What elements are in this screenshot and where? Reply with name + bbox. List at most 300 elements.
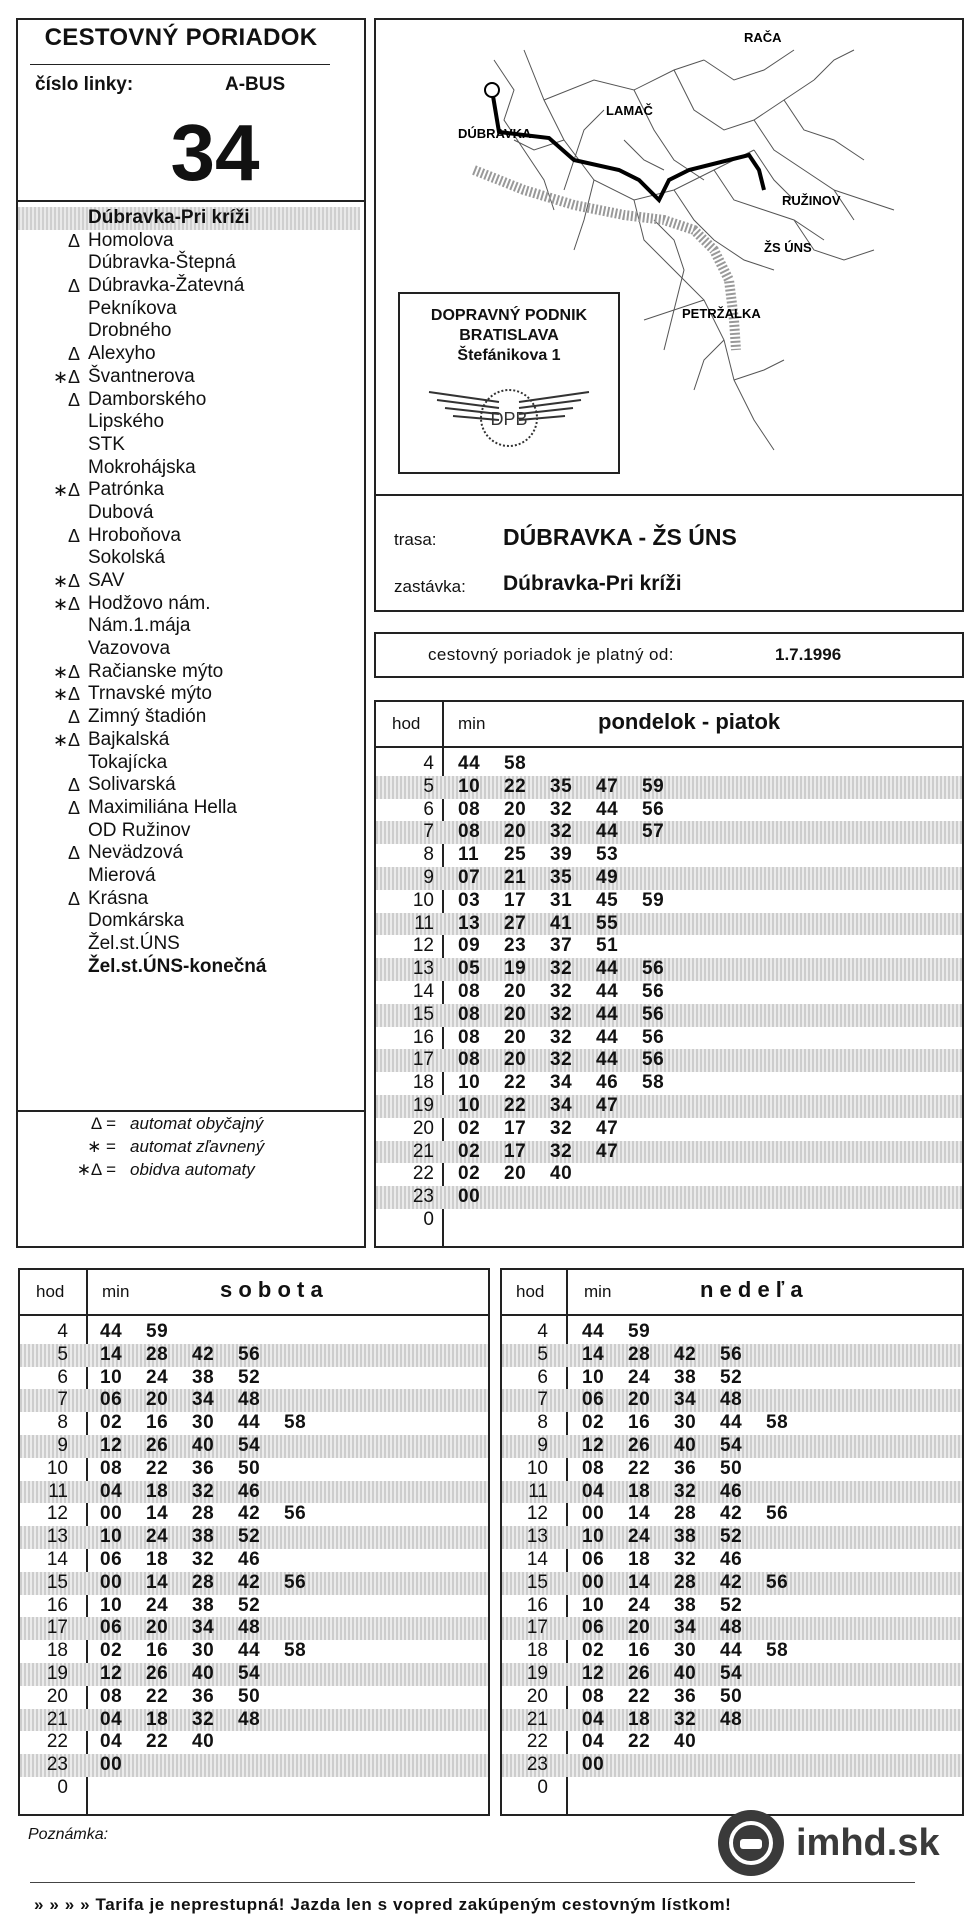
departure-minute: 10 (100, 1594, 123, 1616)
minutes-cell (100, 1709, 284, 1732)
departure-minute: 07 (458, 867, 481, 888)
sunday-title: n e d e ľ a (700, 1277, 803, 1302)
minutes-cell (582, 1663, 766, 1686)
departure-minute: 16 (146, 1412, 169, 1434)
legend-item (18, 1137, 358, 1160)
departure-minute: 57 (642, 821, 665, 843)
timetable-row (376, 935, 962, 958)
departure-minute: 32 (550, 798, 573, 820)
minutes-cell (458, 844, 642, 867)
departure-minute: 42 (238, 1571, 261, 1593)
departure-minute: 34 (550, 1072, 573, 1094)
timetable-row (502, 1595, 962, 1618)
stop-item (18, 842, 360, 865)
stop-name: Domkárska (88, 910, 185, 932)
departure-minute: 40 (674, 1663, 697, 1684)
legend-key: ∗Δ = (76, 1160, 116, 1179)
departure-minute: 30 (674, 1412, 697, 1434)
departure-minute: 38 (192, 1526, 215, 1548)
stop-symbol: Δ (67, 843, 80, 864)
minutes-cell (582, 1389, 766, 1412)
stop-item (18, 411, 360, 434)
departure-minute: 38 (192, 1366, 215, 1388)
departure-minute: 47 (596, 1095, 619, 1116)
departure-minute: 40 (192, 1663, 215, 1684)
departure-minute: 32 (192, 1549, 215, 1570)
departure-minute: 36 (674, 1685, 697, 1707)
hour-cell: 14 (412, 981, 434, 1002)
departure-minute: 56 (766, 1571, 789, 1593)
timetable-row (20, 1321, 488, 1344)
sunday-hod-header: hod (516, 1282, 545, 1301)
minutes-cell (458, 1118, 642, 1141)
departure-minute: 42 (674, 1343, 697, 1365)
minutes-cell (458, 776, 688, 799)
stop-item (18, 956, 360, 979)
timetable-row (20, 1481, 488, 1504)
departure-minute: 44 (596, 1049, 619, 1071)
hour-cell: 22 (526, 1731, 548, 1753)
stop-symbol: Δ (67, 344, 80, 365)
departure-minute: 06 (100, 1617, 123, 1639)
timetable-row (20, 1549, 488, 1572)
operator-address: Štefánikova 1 (457, 347, 561, 364)
minutes-cell (458, 799, 688, 822)
departure-minute: 56 (642, 958, 665, 980)
departure-minute: 00 (582, 1571, 605, 1593)
saturday-min-header: min (102, 1282, 130, 1301)
departure-minute: 40 (674, 1435, 697, 1456)
departure-minute: 34 (192, 1389, 215, 1411)
departure-minute: 49 (596, 867, 619, 888)
departure-minute: 40 (192, 1435, 215, 1456)
minutes-cell (458, 1072, 688, 1095)
departure-minute: 41 (550, 912, 573, 934)
departure-minute: 50 (720, 1685, 743, 1707)
stop-symbol: Δ (67, 775, 80, 796)
timetable-row (502, 1663, 962, 1686)
map-label-raca: RAČA (744, 30, 782, 45)
departure-minute: 08 (458, 1003, 481, 1025)
departure-minute: 47 (596, 775, 619, 797)
stop-list (18, 207, 360, 978)
departure-minute: 22 (504, 775, 527, 797)
departure-minute: 04 (100, 1731, 123, 1753)
departure-minute: 52 (238, 1366, 261, 1388)
timetable-row (376, 913, 962, 936)
timetable-row (20, 1412, 488, 1435)
departure-minute: 32 (192, 1480, 215, 1502)
departure-minute: 08 (458, 821, 481, 843)
departure-minute: 02 (458, 1163, 481, 1185)
departure-minute: 20 (504, 798, 527, 820)
weekday-hod-header: hod (392, 714, 421, 733)
stop-symbol: Δ (67, 276, 80, 297)
hour-cell: 18 (46, 1640, 68, 1662)
departure-minute: 10 (582, 1594, 605, 1616)
departure-minute: 24 (628, 1526, 651, 1548)
legend-text: obidva automaty (130, 1160, 255, 1179)
departure-minute: 35 (550, 867, 573, 888)
sunday-min-header: min (584, 1282, 612, 1301)
departure-minute: 18 (146, 1708, 169, 1730)
hour-cell: 10 (526, 1457, 548, 1479)
departure-minute: 22 (146, 1685, 169, 1707)
hour-cell: 8 (537, 1412, 548, 1434)
departure-minute: 59 (642, 889, 665, 911)
stop-item (18, 820, 360, 843)
timetable-row (20, 1595, 488, 1618)
departure-minute: 58 (766, 1412, 789, 1434)
timetable-row (376, 1209, 962, 1232)
minutes-cell (582, 1754, 628, 1777)
departure-minute: 56 (238, 1343, 261, 1365)
departure-minute: 08 (458, 1049, 481, 1071)
stop-name: Mokrohájska (88, 456, 196, 478)
minutes-cell (100, 1367, 284, 1390)
departure-minute: 48 (720, 1389, 743, 1411)
stop-name: Žel.st.ÚNS-konečná (88, 955, 267, 977)
hour-cell: 19 (412, 1095, 434, 1116)
departure-minute: 20 (504, 1026, 527, 1048)
stop-name: Krásna (88, 887, 149, 909)
stop-item (18, 933, 360, 956)
timetable-row (20, 1663, 488, 1686)
departure-minute: 42 (720, 1571, 743, 1593)
hour-cell: 12 (526, 1503, 548, 1525)
map-label-zs-uns: ŽS ÚNS (764, 240, 812, 255)
stop-name: SAV (88, 570, 125, 591)
timetable-row (502, 1572, 962, 1595)
departure-minute: 19 (504, 958, 527, 980)
departure-minute: 10 (582, 1366, 605, 1388)
timetable-row (502, 1731, 962, 1754)
stop-item (18, 275, 360, 298)
departure-minute: 28 (674, 1503, 697, 1525)
departure-minute: 38 (674, 1366, 697, 1388)
departure-minute: 10 (100, 1366, 123, 1388)
hour-cell: 12 (412, 935, 434, 957)
departure-minute: 44 (596, 958, 619, 980)
departure-minute: 52 (238, 1526, 261, 1548)
departure-minute: 10 (582, 1526, 605, 1548)
departure-minute: 26 (628, 1435, 651, 1456)
minutes-cell (582, 1458, 766, 1481)
hour-cell: 12 (46, 1503, 68, 1525)
departure-minute: 56 (284, 1503, 307, 1525)
departure-minute: 22 (504, 1072, 527, 1094)
departure-minute: 02 (582, 1412, 605, 1434)
minutes-cell (458, 1004, 688, 1027)
departure-minute: 12 (100, 1435, 123, 1456)
footer-divider (30, 1882, 915, 1883)
departure-minute: 28 (628, 1343, 651, 1365)
timetable-row (502, 1458, 962, 1481)
departure-minute: 24 (146, 1526, 169, 1548)
departure-minute: 04 (100, 1480, 123, 1502)
hour-cell: 11 (48, 1480, 68, 1502)
line-label: číslo linky: (35, 74, 134, 95)
departure-minute: 12 (582, 1663, 605, 1684)
stop-item (18, 593, 360, 616)
timetable-row (502, 1344, 962, 1367)
departure-minute: 18 (628, 1549, 651, 1570)
stop-name: STK (88, 433, 125, 455)
title-divider (30, 64, 330, 65)
timetable-row (20, 1389, 488, 1412)
timetable-row (376, 821, 962, 844)
departure-minute: 32 (550, 958, 573, 980)
departure-minute: 08 (100, 1457, 123, 1479)
hour-cell: 9 (537, 1435, 548, 1456)
departure-minute: 56 (642, 1026, 665, 1048)
departure-minute: 52 (720, 1366, 743, 1388)
hour-cell: 7 (537, 1389, 548, 1411)
timetable-row (502, 1526, 962, 1549)
hour-cell: 16 (46, 1594, 68, 1616)
map-label-lamac: LAMAČ (606, 103, 653, 118)
departure-minute: 14 (628, 1503, 651, 1525)
departure-minute: 20 (628, 1617, 651, 1639)
timetable-row (20, 1709, 488, 1732)
hour-cell: 8 (423, 844, 434, 866)
minutes-cell (458, 1095, 642, 1118)
departure-minute: 06 (582, 1549, 605, 1570)
minutes-cell (582, 1367, 766, 1390)
departure-minute: 58 (504, 753, 527, 774)
map-label-ruzinov: RUŽINOV (782, 193, 841, 208)
departure-minute: 44 (720, 1412, 743, 1434)
hour-cell: 13 (412, 958, 434, 980)
departure-minute: 26 (146, 1663, 169, 1684)
hour-cell: 13 (46, 1526, 68, 1548)
departure-minute: 17 (504, 1140, 527, 1162)
departure-minute: 58 (766, 1640, 789, 1662)
hour-cell: 22 (412, 1163, 434, 1185)
minutes-cell (458, 753, 550, 776)
departure-minute: 32 (674, 1480, 697, 1502)
saturday-hod-header: hod (36, 1282, 65, 1301)
document-title: CESTOVNÝ PORIADOK (44, 24, 318, 51)
stop-item (18, 661, 360, 684)
departure-minute: 16 (628, 1412, 651, 1434)
legend (18, 1114, 358, 1183)
departure-minute: 08 (582, 1685, 605, 1707)
departure-minute: 30 (192, 1640, 215, 1662)
departure-minute: 26 (628, 1663, 651, 1684)
departure-minute: 56 (642, 1049, 665, 1071)
minutes-cell (100, 1389, 284, 1412)
stop-name: Drobného (88, 320, 172, 342)
dpb-logo-text: DPB (490, 409, 528, 429)
departure-minute: 32 (550, 1026, 573, 1048)
timetable-row (20, 1435, 488, 1458)
departure-minute: 13 (458, 912, 481, 934)
departure-minute: 02 (582, 1640, 605, 1662)
operator-name: DOPRAVNÝ PODNIK (430, 307, 588, 324)
stop-symbol: ∗Δ (52, 661, 80, 682)
departure-minute: 24 (628, 1366, 651, 1388)
hour-cell: 20 (526, 1685, 548, 1707)
departure-minute: 51 (596, 935, 619, 957)
stop-symbol: ∗Δ (52, 593, 80, 614)
departure-minute: 56 (720, 1343, 743, 1365)
departure-minute: 20 (504, 1049, 527, 1071)
stop-item (18, 638, 360, 661)
stop-name: Patrónka (88, 479, 165, 501)
minutes-cell (582, 1435, 766, 1458)
stop-name: Mierová (88, 864, 156, 886)
timetable-row (20, 1777, 488, 1800)
legend-text: automat obyčajný (130, 1114, 264, 1133)
stop-item (18, 706, 360, 729)
departure-minute: 44 (720, 1640, 743, 1662)
timetable-row (376, 1163, 962, 1186)
departure-minute: 44 (100, 1321, 123, 1342)
departure-minute: 24 (146, 1594, 169, 1616)
departure-minute: 28 (146, 1343, 169, 1365)
departure-minute: 54 (238, 1435, 261, 1456)
timetable-row (20, 1572, 488, 1595)
departure-minute: 22 (504, 1095, 527, 1116)
stop-name: Damborského (88, 388, 207, 410)
stop-name: Račianske mýto (88, 660, 224, 682)
minutes-cell (100, 1503, 330, 1526)
minutes-cell (458, 821, 688, 844)
stop-name: Nevädzová (88, 842, 184, 864)
departure-minute: 56 (766, 1503, 789, 1525)
map-label-petrzalka: PETRŽALKA (682, 306, 761, 321)
departure-minute: 44 (458, 753, 481, 774)
departure-minute: 46 (596, 1072, 619, 1094)
minutes-cell (100, 1617, 284, 1640)
hour-cell: 8 (57, 1412, 68, 1434)
hour-cell: 9 (57, 1435, 68, 1456)
minutes-cell (458, 1049, 688, 1072)
departure-minute: 23 (504, 935, 527, 957)
departure-minute: 56 (284, 1571, 307, 1593)
departure-minute: 54 (238, 1663, 261, 1684)
departure-minute: 12 (100, 1663, 123, 1684)
departure-minute: 00 (100, 1571, 123, 1593)
timetable-row (20, 1458, 488, 1481)
stop-item (18, 910, 360, 933)
departure-minute: 03 (458, 889, 481, 911)
hour-cell: 23 (526, 1754, 548, 1776)
departure-minute: 02 (458, 1117, 481, 1139)
departure-minute: 34 (674, 1389, 697, 1411)
timetable-row (502, 1503, 962, 1526)
minutes-cell (458, 913, 642, 936)
minutes-cell (458, 1163, 596, 1186)
minutes-cell (100, 1458, 284, 1481)
minutes-cell (458, 1186, 504, 1209)
minutes-cell (582, 1731, 720, 1754)
stop-item (18, 547, 360, 570)
start-stop-marker (485, 83, 499, 97)
note-label: Poznámka: (28, 1826, 109, 1843)
timetable-row (20, 1503, 488, 1526)
stop-item (18, 434, 360, 457)
hour-cell: 18 (526, 1640, 548, 1662)
departure-minute: 22 (628, 1457, 651, 1479)
departure-minute: 40 (674, 1731, 697, 1753)
departure-minute: 48 (720, 1617, 743, 1639)
departure-minute: 06 (100, 1389, 123, 1411)
validity-date: 1.7.1996 (775, 645, 842, 664)
timetable-row (20, 1686, 488, 1709)
hour-cell: 11 (528, 1480, 548, 1502)
departure-minute: 44 (238, 1412, 261, 1434)
timetable-row (376, 1049, 962, 1072)
hour-cell: 0 (423, 1209, 434, 1230)
timetable-row (376, 844, 962, 867)
departure-minute: 16 (146, 1640, 169, 1662)
departure-minute: 32 (550, 981, 573, 1002)
imhd-logo (718, 1810, 938, 1878)
hour-cell: 4 (423, 753, 434, 774)
departure-minute: 04 (582, 1708, 605, 1730)
hour-cell: 0 (537, 1777, 548, 1798)
hour-cell: 15 (46, 1571, 68, 1593)
departure-minute: 08 (100, 1685, 123, 1707)
hour-cell: 23 (46, 1754, 68, 1776)
departure-minute: 46 (238, 1549, 261, 1570)
stop-symbol: ∗Δ (52, 571, 80, 591)
stop-name: Hroboňova (88, 524, 181, 546)
departure-minute: 44 (596, 1026, 619, 1048)
departure-minute: 06 (100, 1549, 123, 1570)
timetable-row (502, 1709, 962, 1732)
legend-key: ∗ = (87, 1137, 116, 1156)
departure-minute: 48 (238, 1617, 261, 1639)
departure-minute: 14 (582, 1343, 605, 1365)
legend-key: Δ = (90, 1114, 116, 1133)
timetable-row (502, 1640, 962, 1663)
legend-item (18, 1114, 358, 1137)
stop-name: Hodžovo nám. (88, 592, 211, 614)
departure-minute: 44 (596, 821, 619, 843)
departure-minute: 38 (674, 1526, 697, 1548)
timetable-row (502, 1777, 962, 1800)
departure-minute: 22 (628, 1685, 651, 1707)
legend-item (18, 1160, 358, 1183)
hour-cell: 5 (57, 1343, 68, 1365)
departure-minute: 20 (504, 1003, 527, 1025)
stop-name: Homolova (88, 229, 174, 251)
departure-minute: 20 (504, 1163, 527, 1185)
minutes-cell (100, 1686, 284, 1709)
hour-cell: 17 (526, 1617, 548, 1639)
stop-name: Maximiliána Hella (88, 796, 237, 818)
departure-minute: 39 (550, 844, 573, 866)
timetable-row (502, 1617, 962, 1640)
departure-minute: 32 (674, 1708, 697, 1730)
hour-cell: 20 (412, 1117, 434, 1139)
departure-minute: 08 (582, 1457, 605, 1479)
departure-minute: 10 (458, 1095, 481, 1116)
departure-minute: 52 (238, 1594, 261, 1616)
stop-name: Žel.st.ÚNS (88, 933, 180, 954)
departure-minute: 36 (192, 1457, 215, 1479)
operator-box (398, 292, 620, 474)
stop-item (18, 343, 360, 366)
hour-cell: 14 (46, 1549, 68, 1570)
departure-minute: 12 (582, 1435, 605, 1456)
hour-cell: 5 (423, 775, 434, 797)
departure-minute: 04 (100, 1708, 123, 1730)
timetable-row (20, 1617, 488, 1640)
